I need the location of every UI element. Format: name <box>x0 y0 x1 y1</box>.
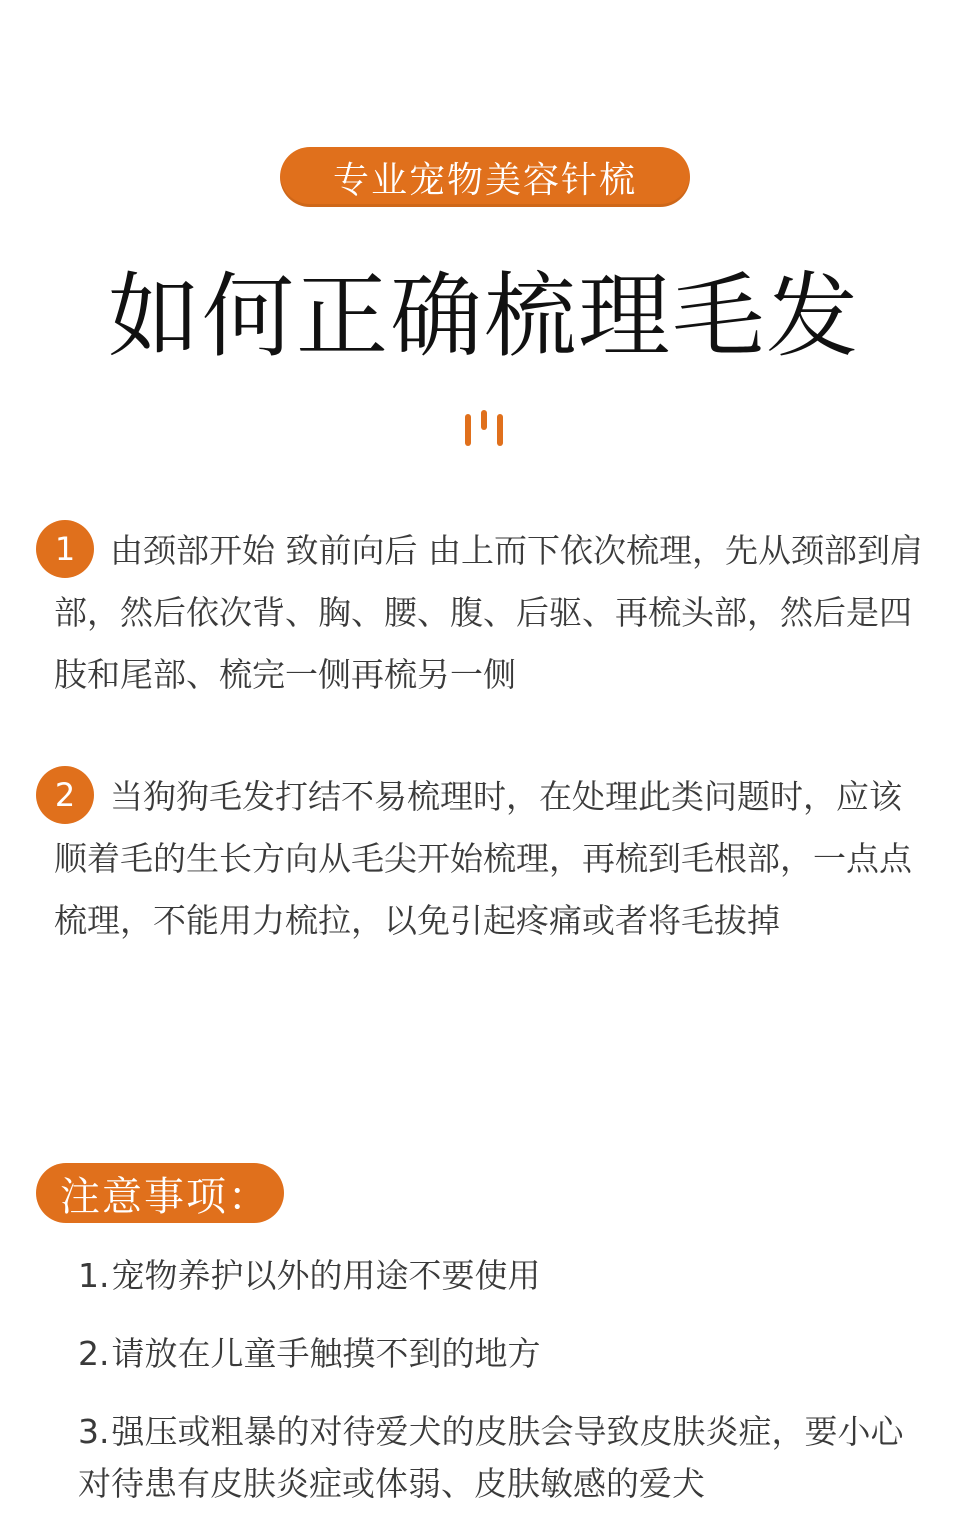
notice-item-number: 3. <box>78 1412 110 1451</box>
step-2-text: 当狗狗毛发打结不易梳理时，在处理此类问题时，应该顺着毛的生长方向从毛尖开始梳理，再梳到毛根部，一点点梳理，不能用力梳拉，以免引起疼痛或者将毛拔掉 <box>54 777 912 940</box>
page-title: 如何正确梳理毛发 <box>107 263 860 370</box>
step-1 <box>54 520 934 706</box>
step-2-number-badge: 2 <box>36 766 94 824</box>
notice-item <box>78 1250 918 1302</box>
notice-badge <box>36 1163 284 1223</box>
notice-item-text: 宠物养护以外的用途不要使用 <box>111 1256 541 1295</box>
section-badge <box>280 147 690 207</box>
notice-item-number: 1. <box>78 1256 110 1295</box>
notice-item <box>78 1406 918 1510</box>
section-badge-label: 专业宠物美容针梳 <box>332 159 637 201</box>
notice-item <box>78 1328 918 1380</box>
triple-bar-divider-icon <box>461 410 507 448</box>
step-1-text: 由颈部开始 致前向后 由上而下依次梳理，先从颈部到肩部，然后依次背、胸、腰、腹、后驱、再梳头部，然后是四肢和尾部、梳完一侧再梳另一侧 <box>54 531 923 694</box>
step-2 <box>54 766 934 952</box>
notice-item-number: 2. <box>78 1334 110 1373</box>
notice-item-text: 强压或粗暴的对待爱犬的皮肤会导致皮肤炎症，要小心对待患有皮肤炎症或体弱、皮肤敏感的爱犬 <box>78 1412 904 1503</box>
notice-item-text: 请放在儿童手触摸不到的地方 <box>111 1334 541 1373</box>
notice-list <box>78 1250 918 1536</box>
notice-badge-label: 注意事项： <box>60 1173 270 1220</box>
step-1-number-badge: 1 <box>36 520 94 578</box>
